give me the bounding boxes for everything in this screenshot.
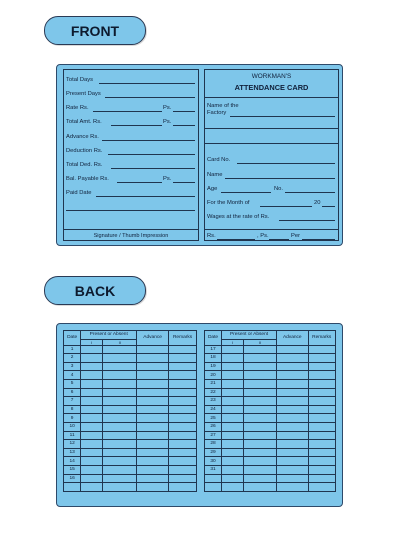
present-ii-cell <box>243 440 276 449</box>
field-label: Rate Rs. <box>66 105 89 111</box>
present-ii-cell <box>243 405 276 414</box>
table-row <box>64 362 197 371</box>
table-row <box>64 448 197 457</box>
date-cell: 12 <box>64 440 81 449</box>
paid-date-extra-line <box>66 210 195 211</box>
date-cell: 13 <box>64 448 81 457</box>
remarks-cell <box>169 431 197 440</box>
remarks-cell <box>308 345 336 354</box>
date-cell: 4 <box>64 371 81 380</box>
remarks-cell <box>308 414 336 423</box>
advance-cell <box>277 397 308 406</box>
present-i-cell <box>81 414 103 423</box>
advance-cell <box>277 379 308 388</box>
present-i-cell <box>222 440 244 449</box>
advance-cell <box>137 354 169 363</box>
remarks-header: Remarks <box>169 331 197 346</box>
advance-cell <box>137 405 169 414</box>
col-i-header: I <box>81 339 103 345</box>
field-line-ps <box>173 111 195 112</box>
present-i-cell <box>81 405 103 414</box>
remarks-cell <box>308 422 336 431</box>
card-title-line2: ATTENDANCE CARD <box>234 83 309 92</box>
present-i-cell <box>222 371 244 380</box>
present-ii-cell <box>243 414 276 423</box>
advance-cell <box>137 414 169 423</box>
field-label: Bal. Payable Rs. <box>66 176 109 182</box>
table-row <box>205 414 336 423</box>
present-i-cell <box>81 354 103 363</box>
present-absent-header: Present or Absent <box>81 331 137 340</box>
advance-cell <box>277 371 308 380</box>
present-ii-cell <box>103 457 137 466</box>
date-cell: 26 <box>205 422 222 431</box>
year-label: 20 <box>314 200 321 206</box>
field-line <box>111 168 195 169</box>
advance-cell <box>137 440 169 449</box>
advance-header: Advance <box>277 331 308 346</box>
date-cell: 15 <box>64 465 81 474</box>
present-ii-cell <box>103 431 137 440</box>
date-header: Date <box>205 331 222 346</box>
advance-cell <box>137 362 169 371</box>
remarks-cell <box>169 448 197 457</box>
table-row <box>64 405 197 414</box>
table-row <box>64 474 197 483</box>
present-i-cell <box>81 345 103 354</box>
table-row <box>64 388 197 397</box>
present-i-cell <box>222 422 244 431</box>
advance-cell <box>277 388 308 397</box>
date-cell: 14 <box>64 457 81 466</box>
no-label: No. <box>274 186 284 192</box>
table-row <box>64 457 197 466</box>
present-ii-cell <box>103 405 137 414</box>
table-row <box>205 431 336 440</box>
name-label: Name <box>207 172 223 178</box>
present-i-cell <box>222 405 244 414</box>
remarks-cell <box>308 354 336 363</box>
date-cell: 29 <box>205 448 222 457</box>
present-i-cell <box>81 362 103 371</box>
present-ii-cell <box>243 345 276 354</box>
per-label: Per <box>291 233 301 239</box>
signature-label: Signature / Thumb Impression <box>93 233 169 239</box>
field-label: Paid Date <box>66 190 92 196</box>
date-cell: 23 <box>205 397 222 406</box>
blank-row <box>205 483 336 492</box>
advance-cell <box>137 431 169 440</box>
present-ii-cell <box>243 388 276 397</box>
remarks-cell <box>169 405 197 414</box>
front-left-panel <box>63 69 199 241</box>
table-row <box>64 431 197 440</box>
advance-cell <box>137 465 169 474</box>
date-cell: 6 <box>64 388 81 397</box>
present-i-cell <box>81 397 103 406</box>
date-cell: 27 <box>205 431 222 440</box>
remarks-cell <box>169 362 197 371</box>
present-i-cell <box>81 431 103 440</box>
table-row <box>205 371 336 380</box>
present-ii-cell <box>103 440 137 449</box>
table-row <box>205 388 336 397</box>
present-i-cell <box>222 431 244 440</box>
ps-label: , Ps. <box>257 233 269 239</box>
date-cell: 21 <box>205 379 222 388</box>
date-cell: 22 <box>205 388 222 397</box>
field-line <box>96 196 195 197</box>
field-label: Total Days <box>66 77 94 83</box>
table-row <box>205 345 336 354</box>
field-line <box>111 125 162 126</box>
advance-cell <box>277 448 308 457</box>
col-i-header: I <box>222 339 244 345</box>
advance-cell <box>137 422 169 431</box>
date-cell: 24 <box>205 405 222 414</box>
present-ii-cell <box>103 448 137 457</box>
date-cell: 8 <box>64 405 81 414</box>
table-row <box>205 379 336 388</box>
remarks-cell <box>308 465 336 474</box>
remarks-cell <box>169 354 197 363</box>
field-label: Advance Rs. <box>66 134 99 140</box>
advance-cell <box>277 362 308 371</box>
present-i-cell <box>222 397 244 406</box>
present-ii-cell <box>243 354 276 363</box>
factory-label-2: Factory <box>207 110 227 116</box>
remarks-cell <box>308 431 336 440</box>
advance-cell <box>137 397 169 406</box>
advance-cell <box>277 405 308 414</box>
advance-cell <box>137 388 169 397</box>
remarks-cell <box>169 371 197 380</box>
present-ii-cell <box>103 379 137 388</box>
date-cell: 5 <box>64 379 81 388</box>
date-cell: 28 <box>205 440 222 449</box>
remarks-cell <box>169 440 197 449</box>
present-i-cell <box>222 414 244 423</box>
remarks-cell <box>169 388 197 397</box>
date-cell: 16 <box>64 474 81 483</box>
date-cell: 7 <box>64 397 81 406</box>
present-absent-header: Present or Absent <box>222 331 277 340</box>
date-cell: 25 <box>205 414 222 423</box>
present-ii-cell <box>103 414 137 423</box>
card-title-line1: WORKMAN'S <box>251 73 292 80</box>
table-row <box>64 345 197 354</box>
col-ii-header: II <box>243 339 276 345</box>
attendance-table-left <box>63 330 197 492</box>
present-i-cell <box>222 354 244 363</box>
date-cell: 31 <box>205 465 222 474</box>
field-label: Present Days <box>66 91 101 97</box>
card-no-label: Card No. <box>207 157 231 163</box>
present-ii-cell <box>103 422 137 431</box>
date-header: Date <box>64 331 81 346</box>
remarks-cell <box>169 457 197 466</box>
advance-cell <box>277 457 308 466</box>
present-ii-cell <box>103 474 137 483</box>
remarks-cell <box>308 448 336 457</box>
front-label: FRONT <box>44 16 146 45</box>
back-card <box>56 323 343 507</box>
wages-label: Wages at the rate of Rs. <box>207 214 270 220</box>
remarks-cell <box>308 388 336 397</box>
age-label: Age <box>207 186 218 192</box>
field-label: Deduction Rs. <box>66 148 103 154</box>
table-row <box>64 354 197 363</box>
factory-label-1: Name of the <box>207 103 239 109</box>
remarks-header: Remarks <box>308 331 336 346</box>
field-line <box>99 83 195 84</box>
table-row <box>205 465 336 474</box>
front-card <box>56 64 343 246</box>
table-row <box>205 448 336 457</box>
field-line <box>117 182 162 183</box>
present-ii-cell <box>243 397 276 406</box>
attendance-table-right <box>204 330 336 492</box>
date-cell: 18 <box>205 354 222 363</box>
field-label: Total Amt. Rs. <box>66 119 102 125</box>
table-row <box>64 465 197 474</box>
present-i-cell <box>222 448 244 457</box>
present-ii-cell <box>243 431 276 440</box>
present-i-cell <box>222 345 244 354</box>
blank-row <box>64 483 197 492</box>
field-line-ps <box>173 125 195 126</box>
date-cell: 17 <box>205 345 222 354</box>
remarks-cell <box>308 405 336 414</box>
present-ii-cell <box>243 465 276 474</box>
present-i-cell <box>222 465 244 474</box>
present-i-cell <box>222 362 244 371</box>
advance-cell <box>277 354 308 363</box>
date-cell: 3 <box>64 362 81 371</box>
table-row <box>205 440 336 449</box>
present-i-cell <box>222 379 244 388</box>
present-ii-cell <box>103 354 137 363</box>
present-i-cell <box>81 371 103 380</box>
present-i-cell <box>81 474 103 483</box>
table-row <box>64 397 197 406</box>
present-ii-cell <box>103 388 137 397</box>
table-row <box>205 405 336 414</box>
field-line <box>108 154 195 155</box>
remarks-cell <box>169 422 197 431</box>
table-row <box>205 457 336 466</box>
advance-cell <box>137 474 169 483</box>
advance-cell <box>137 448 169 457</box>
date-cell: 2 <box>64 354 81 363</box>
remarks-cell <box>169 474 197 483</box>
remarks-cell <box>308 362 336 371</box>
month-label: For the Month of <box>207 200 250 206</box>
rs-label: Rs. <box>207 233 216 239</box>
present-i-cell <box>81 440 103 449</box>
field-line <box>93 111 162 112</box>
col-ii-header: II <box>103 339 137 345</box>
remarks-cell <box>169 379 197 388</box>
table-row <box>64 414 197 423</box>
field-suffix: Ps. <box>163 119 172 125</box>
advance-cell <box>277 345 308 354</box>
date-cell: 30 <box>205 457 222 466</box>
date-cell: 1 <box>64 345 81 354</box>
present-ii-cell <box>103 345 137 354</box>
present-ii-cell <box>243 379 276 388</box>
advance-cell <box>137 371 169 380</box>
present-ii-cell <box>243 457 276 466</box>
table-row <box>205 362 336 371</box>
present-ii-cell <box>243 371 276 380</box>
advance-cell <box>277 465 308 474</box>
present-i-cell <box>81 388 103 397</box>
remarks-cell <box>308 440 336 449</box>
field-line <box>105 97 195 98</box>
advance-cell <box>277 422 308 431</box>
field-label: Total Ded. Rs. <box>66 162 103 168</box>
remarks-cell <box>169 345 197 354</box>
advance-cell <box>137 457 169 466</box>
present-i-cell <box>81 379 103 388</box>
field-line <box>102 140 195 141</box>
present-i-cell <box>222 457 244 466</box>
present-ii-cell <box>103 371 137 380</box>
remarks-cell <box>308 397 336 406</box>
present-ii-cell <box>243 448 276 457</box>
present-i-cell <box>81 448 103 457</box>
date-cell: 10 <box>64 422 81 431</box>
present-i-cell <box>81 465 103 474</box>
table-row <box>205 422 336 431</box>
back-label: BACK <box>44 276 146 305</box>
table-row <box>205 354 336 363</box>
advance-cell <box>137 345 169 354</box>
advance-cell <box>277 431 308 440</box>
field-suffix: Ps. <box>163 176 172 182</box>
present-i-cell <box>222 388 244 397</box>
present-ii-cell <box>103 397 137 406</box>
table-row <box>64 379 197 388</box>
table-row <box>205 397 336 406</box>
front-right-panel <box>204 69 339 241</box>
present-ii-cell <box>103 362 137 371</box>
present-i-cell <box>81 422 103 431</box>
advance-cell <box>277 414 308 423</box>
remarks-cell <box>308 379 336 388</box>
advance-header: Advance <box>137 331 169 346</box>
remarks-cell <box>169 414 197 423</box>
date-cell: 11 <box>64 431 81 440</box>
blank-row <box>205 474 336 483</box>
advance-cell <box>277 440 308 449</box>
remarks-cell <box>308 457 336 466</box>
remarks-cell <box>308 371 336 380</box>
present-i-cell <box>81 457 103 466</box>
present-ii-cell <box>103 465 137 474</box>
table-row <box>64 371 197 380</box>
remarks-cell <box>169 397 197 406</box>
present-ii-cell <box>243 362 276 371</box>
remarks-cell <box>169 465 197 474</box>
date-cell: 9 <box>64 414 81 423</box>
present-ii-cell <box>243 422 276 431</box>
table-row <box>64 440 197 449</box>
advance-cell <box>137 379 169 388</box>
date-cell: 19 <box>205 362 222 371</box>
field-suffix: Ps. <box>163 105 172 111</box>
field-line-ps <box>173 182 195 183</box>
table-row <box>64 422 197 431</box>
date-cell: 20 <box>205 371 222 380</box>
